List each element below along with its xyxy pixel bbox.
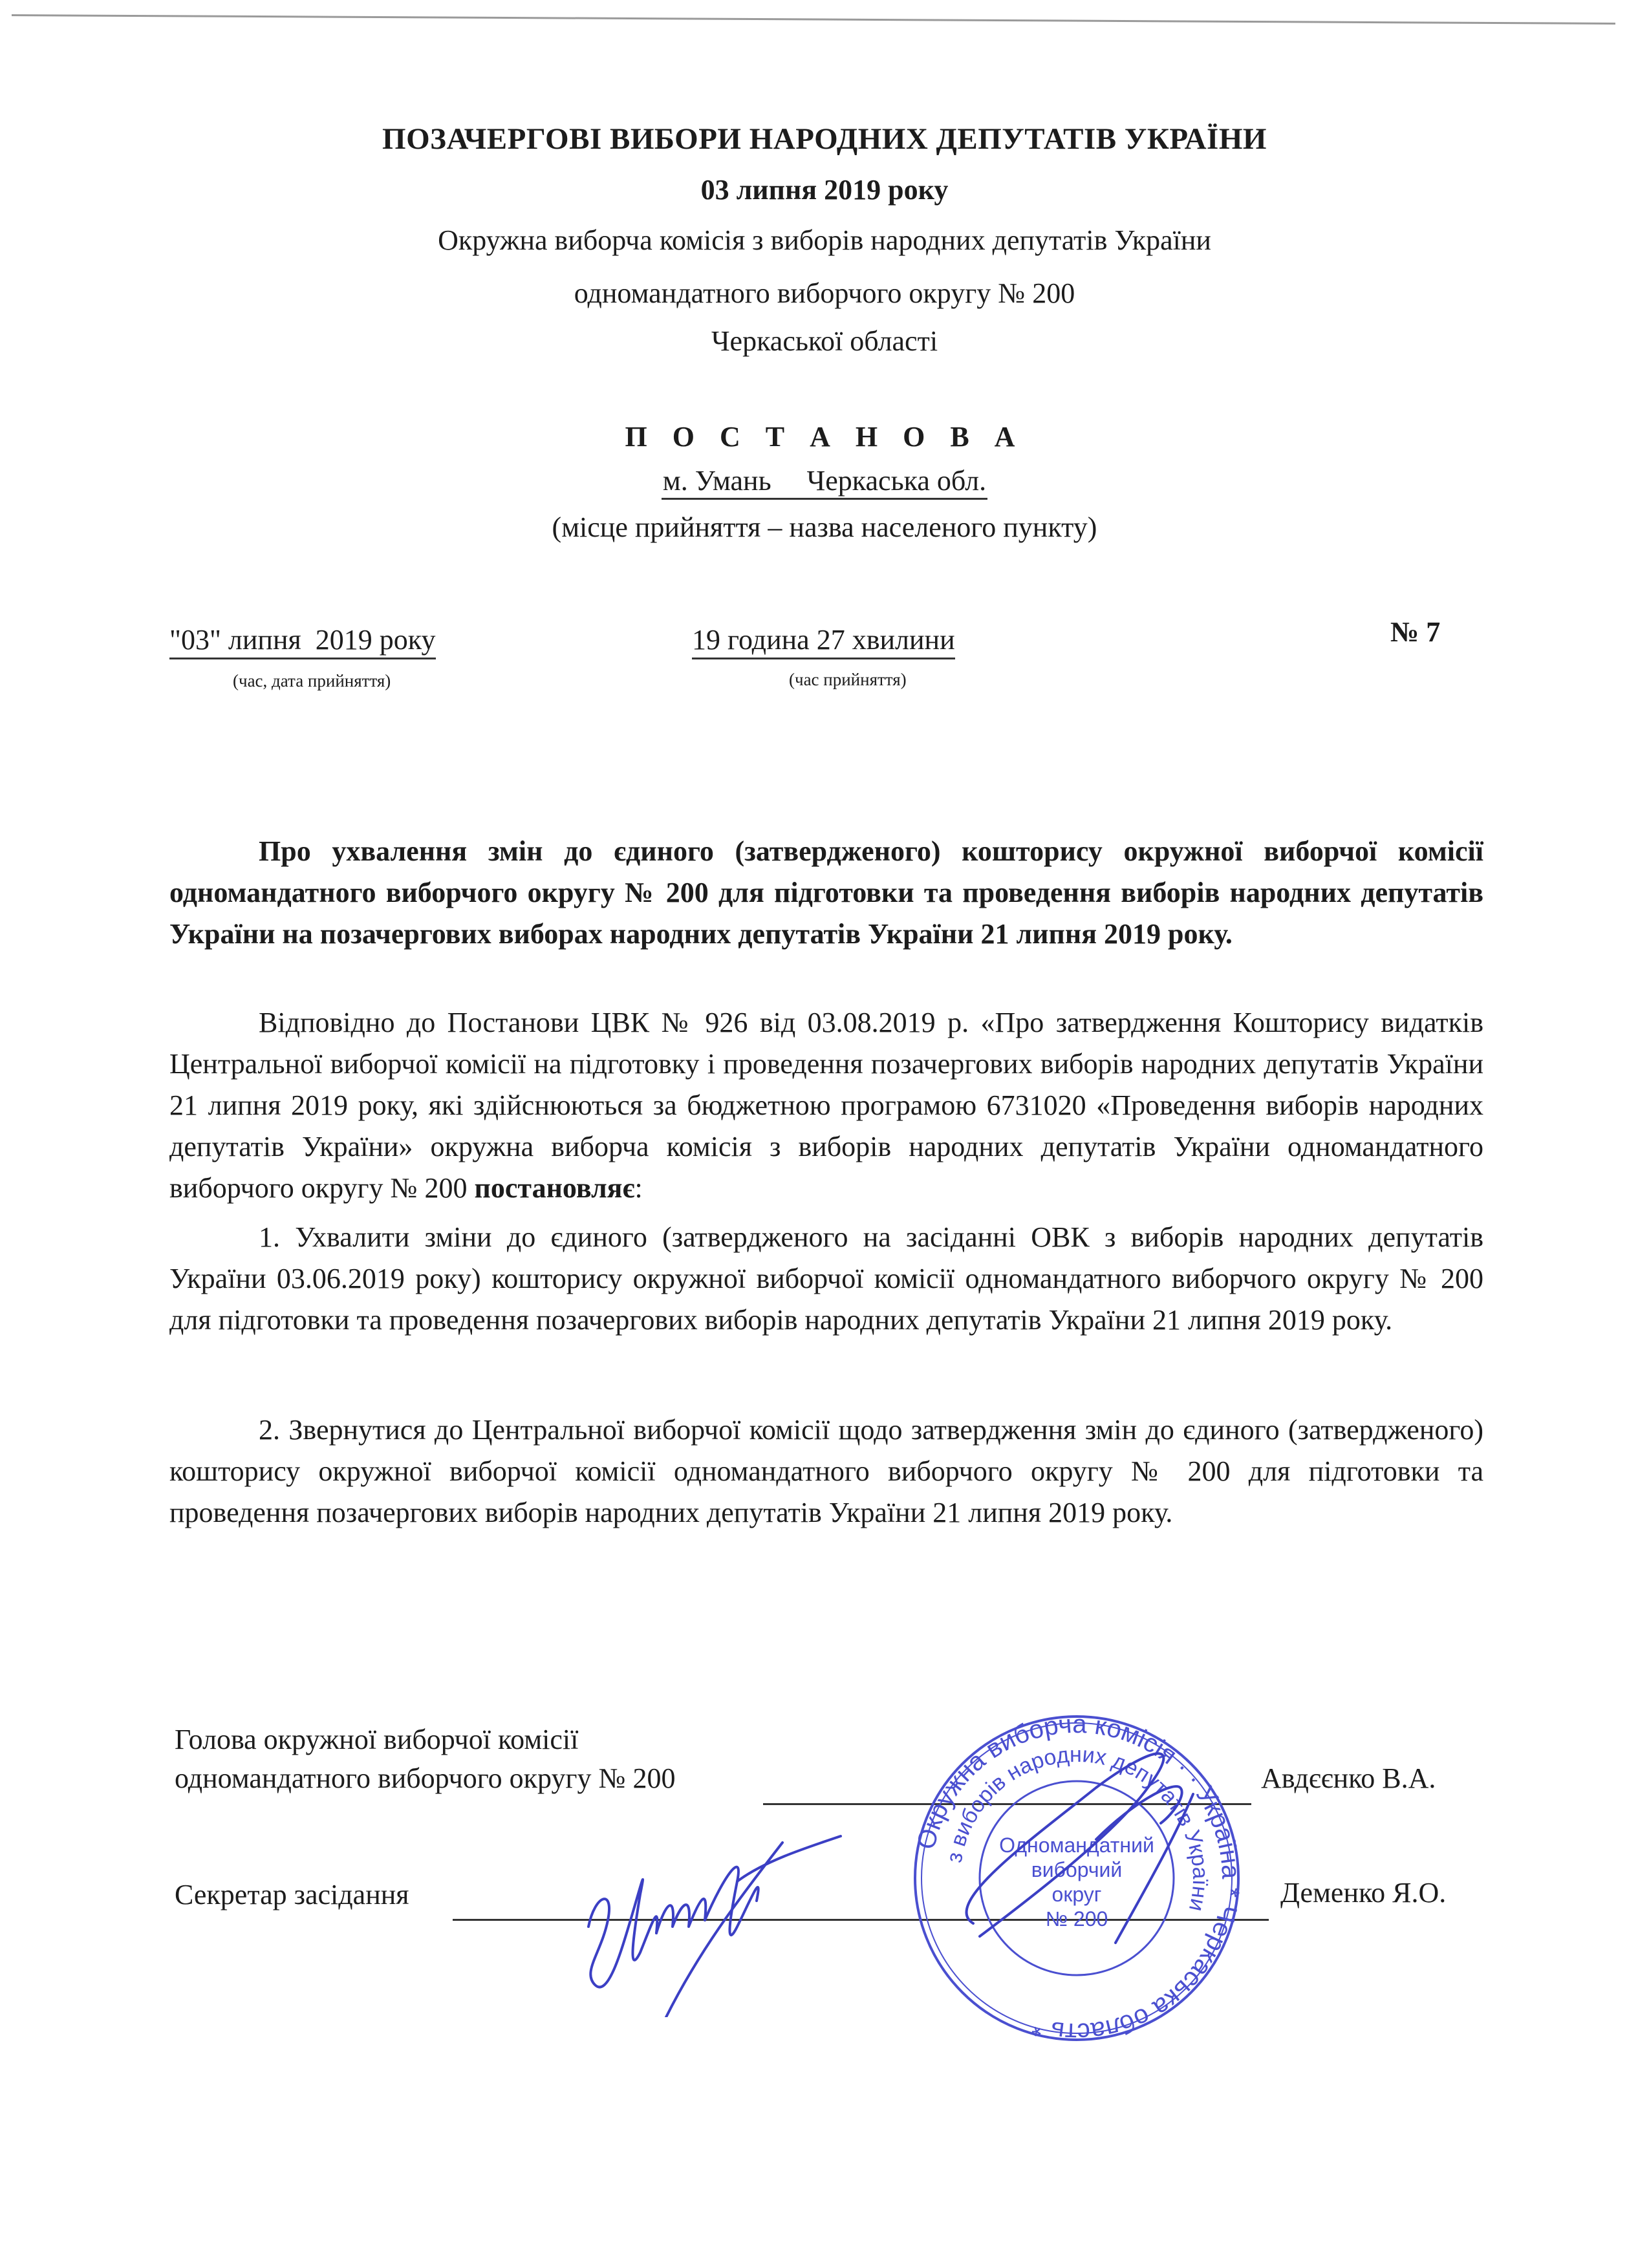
commission-name-line1: Окружна виборча комісія з виборів народних депутатів України (438, 224, 1211, 256)
chair-label-line2: одномандатного виборчого округу № 200 (175, 1762, 676, 1794)
chair-label-line1: Голова окружної виборчої комісії (175, 1724, 579, 1755)
stamp-center-line2: виборчий (1031, 1858, 1123, 1881)
election-date: 03 липня 2019 року (700, 174, 949, 206)
item-2: 2. Звернутися до Центральної виборчої комісії щодо затвердження змін до єдиного (затвердженого) кошторису окружної виборчої комісії одномандатного виборчого округу № 200 для підготовки та проведення позачергових виборів народних депутатів України 21 липня 2019 року. (169, 1414, 1483, 1528)
stamp-outer-text: Окружна виборча комісія · · Україна * Черкаська область * (911, 1710, 1245, 2046)
adoption-time-caption: (час прийняття) (789, 670, 907, 689)
decides-word: постановляє (474, 1172, 635, 1204)
place-of-adoption (0, 464, 1649, 497)
item-1: 1. Ухвалити зміни до єдиного (затвердженого на засіданні ОВК з виборів народних депутатів України 03.06.2019 року) кошторису окружної виборчої комісії одномандатного виборчого округу № 200 для підготовки та проведення позачергових виборів народних депутатів України 21 липня 2019 року. (169, 1221, 1483, 1336)
chair-name: Авдєєнко В.А. (1261, 1762, 1436, 1794)
secretary-signature-icon (569, 1823, 854, 2017)
stamp-center-line3: округ (1051, 1883, 1102, 1906)
decides-colon: : (634, 1172, 643, 1204)
stamp-center-line1: Одномандатний (999, 1834, 1154, 1857)
scan-top-border (12, 14, 1615, 25)
stamp-center-line4: № 200 (1045, 1907, 1108, 1931)
adoption-date: "03" липня 2019 року (169, 623, 436, 659)
resolution-heading: П О С Т А Н О В А (625, 421, 1024, 453)
place-value: м. Умань Черкаська обл. (662, 465, 987, 500)
secretary-label: Секретар засідання (175, 1879, 409, 1910)
stamp-middle-text: з виборів народних депутатів України (942, 1742, 1213, 1914)
adoption-date-caption: (час, дата прийняття) (233, 671, 391, 690)
election-title: ПОЗАЧЕРГОВІ ВИБОРИ НАРОДНИХ ДЕПУТАТІВ УКРАЇНИ (382, 122, 1267, 156)
resolution-number: № 7 (1390, 616, 1441, 648)
place-caption: (місце прийняття – назва населеного пункту) (552, 511, 1097, 543)
commission-name-line2: одномандатного виборчого округу № 200 (574, 277, 1075, 309)
preamble-paragraph (169, 1002, 1483, 1209)
secretary-name: Деменко Я.О. (1280, 1877, 1447, 1909)
resolution-subject: Про ухвалення змін до єдиного (затвердженого) кошторису окружної виборчої комісії одномандатного виборчого округу № 200 для підготовки та проведення виборів народних депутатів України на позачергових виборах народних депутатів України 21 липня 2019 року. (169, 835, 1483, 950)
preamble-text: Відповідно до Постанови ЦВК № 926 від 03.08.2019 р. «Про затвердження Кошторису видатків Центральної виборчої комісії на підготовку і проведення позачергових виборів народних депутатів України 21 липня 2019 року, які здійснюються за бюджетною програмою 6731020 «Проведення виборів народних депутатів України» окружна виборча комісія з виборів народних депутатів України одномандатного виборчого округу № 200 (169, 1007, 1483, 1204)
official-stamp (902, 1710, 1251, 2046)
commission-name-line3: Черкаської області (711, 325, 938, 357)
adoption-time: 19 година 27 хвилини (692, 623, 955, 659)
